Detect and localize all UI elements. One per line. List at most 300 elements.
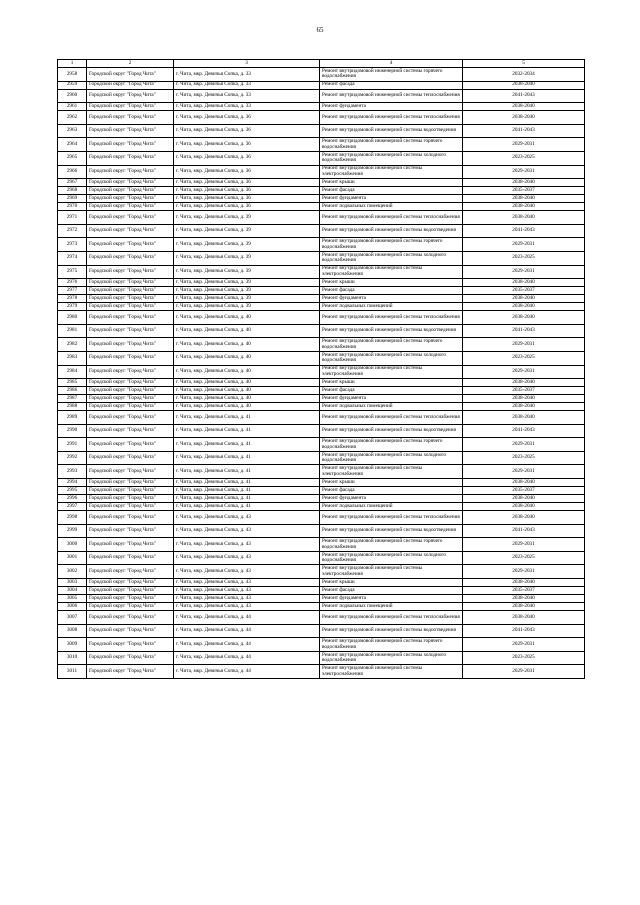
work-type-cell: Ремонт крыши bbox=[320, 379, 463, 387]
address-cell: г. Чита, мкр. Девичья Сопка, д. 36 bbox=[174, 165, 320, 179]
address-cell: г. Чита, мкр. Девичья Сопка, д. 43 bbox=[174, 551, 320, 565]
period-cell: 2038-2040 bbox=[463, 511, 585, 525]
work-type-cell: Ремонт крыши bbox=[320, 179, 463, 187]
table-row bbox=[58, 124, 585, 138]
table-row bbox=[58, 465, 585, 479]
address-cell: г. Чита, мкр. Девичья Сопка, д. 40 bbox=[174, 395, 320, 403]
column-header: 5 bbox=[463, 60, 585, 68]
municipality-cell: Городской округ "Город Чита" bbox=[87, 265, 174, 279]
address-cell: г. Чита, мкр. Девичья Сопка, д. 43 bbox=[174, 595, 320, 603]
municipality-cell: Городской округ "Город Чита" bbox=[87, 351, 174, 365]
period-cell: 2029-2031 bbox=[463, 238, 585, 252]
municipality-cell: Городской округ "Город Чита" bbox=[87, 324, 174, 338]
period-cell: 2029-2031 bbox=[463, 138, 585, 152]
row-number-cell: 2998 bbox=[58, 511, 87, 525]
municipality-cell: Городской округ "Город Чита" bbox=[87, 424, 174, 438]
row-number-cell: 2983 bbox=[58, 351, 87, 365]
address-cell: г. Чита, мкр. Девичья Сопка, д. 39 bbox=[174, 211, 320, 225]
table-row bbox=[58, 379, 585, 387]
municipality-cell: Городской округ "Город Чита" bbox=[87, 151, 174, 165]
row-number-cell: 3004 bbox=[58, 587, 87, 595]
row-number-cell: 3001 bbox=[58, 551, 87, 565]
page-number: 65 bbox=[316, 26, 324, 34]
work-type-cell: Ремонт внутридомовой инженерной системы горячего водоснабжения bbox=[320, 138, 463, 152]
municipality-cell: Городской округ "Город Чита" bbox=[87, 511, 174, 525]
row-number-cell: 2965 bbox=[58, 151, 87, 165]
work-type-cell: Ремонт внутридомовой инженерной системы водоотведения bbox=[320, 624, 463, 638]
municipality-cell: Городской округ "Город Чита" bbox=[87, 111, 174, 125]
table-row bbox=[58, 595, 585, 603]
row-number-cell: 2982 bbox=[58, 338, 87, 352]
address-cell: г. Чита, мкр. Девичья Сопка, д. 43 bbox=[174, 511, 320, 525]
work-type-cell: Ремонт внутридомовой инженерной системы электроснабжения bbox=[320, 365, 463, 379]
municipality-cell: Городской округ "Город Чита" bbox=[87, 638, 174, 652]
table-row bbox=[58, 224, 585, 238]
address-cell: г. Чита, мкр. Девичья Сопка, д. 36 bbox=[174, 187, 320, 195]
municipality-cell: Городской округ "Город Чита" bbox=[87, 538, 174, 552]
period-cell: 2038-2040 bbox=[463, 103, 585, 111]
work-type-cell: Ремонт внутридомовой инженерной системы водоотведения bbox=[320, 224, 463, 238]
table-row bbox=[58, 303, 585, 311]
municipality-cell: Городской округ "Город Чита" bbox=[87, 451, 174, 465]
address-cell: г. Чита, мкр. Девичья Сопка, д. 43 bbox=[174, 524, 320, 538]
row-number-cell: 2980 bbox=[58, 311, 87, 325]
row-number-cell: 3008 bbox=[58, 624, 87, 638]
period-cell: 2038-2040 bbox=[463, 395, 585, 403]
column-header: 2 bbox=[87, 60, 174, 68]
table-row bbox=[58, 487, 585, 495]
period-cell: 2038-2040 bbox=[463, 503, 585, 511]
municipality-cell: Городской округ "Город Чита" bbox=[87, 479, 174, 487]
address-cell: г. Чита, мкр. Девичья Сопка, д. 40 bbox=[174, 324, 320, 338]
period-cell: 2038-2040 bbox=[463, 81, 585, 89]
period-cell: 2041-2043 bbox=[463, 524, 585, 538]
table-row bbox=[58, 68, 585, 82]
period-cell: 2035-2037 bbox=[463, 287, 585, 295]
address-cell: г. Чита, мкр. Девичья Сопка, д. 41 bbox=[174, 424, 320, 438]
period-cell: 2038-2040 bbox=[463, 579, 585, 587]
table-row bbox=[58, 179, 585, 187]
work-type-cell: Ремонт внутридомовой инженерной системы электроснабжения bbox=[320, 565, 463, 579]
municipality-cell: Городской округ "Город Чита" bbox=[87, 465, 174, 479]
work-type-cell: Ремонт фундамента bbox=[320, 103, 463, 111]
municipality-cell: Городской округ "Город Чита" bbox=[87, 503, 174, 511]
period-cell: 2038-2040 bbox=[463, 603, 585, 611]
municipality-cell: Городской округ "Город Чита" bbox=[87, 595, 174, 603]
row-number-cell: 2970 bbox=[58, 203, 87, 211]
row-number-cell: 2977 bbox=[58, 287, 87, 295]
work-type-cell: Ремонт фундамента bbox=[320, 195, 463, 203]
table-row bbox=[58, 538, 585, 552]
address-cell: г. Чита, мкр. Девичья Сопка, д. 40 bbox=[174, 365, 320, 379]
table-row bbox=[58, 451, 585, 465]
work-type-cell: Ремонт внутридомовой инженерной системы холодного водоснабжения bbox=[320, 551, 463, 565]
work-type-cell: Ремонт крыши bbox=[320, 479, 463, 487]
work-type-cell: Ремонт фундамента bbox=[320, 595, 463, 603]
municipality-cell: Городской округ "Город Чита" bbox=[87, 579, 174, 587]
row-number-cell: 2978 bbox=[58, 295, 87, 303]
address-cell: г. Чита, мкр. Девичья Сопка, д. 43 bbox=[174, 538, 320, 552]
municipality-cell: Городской округ "Город Чита" bbox=[87, 203, 174, 211]
work-type-cell: Ремонт подвальных помещений bbox=[320, 603, 463, 611]
address-cell: г. Чита, мкр. Девичья Сопка, д. 43 bbox=[174, 565, 320, 579]
row-number-cell: 2959 bbox=[58, 81, 87, 89]
address-cell: г. Чита, мкр. Девичья Сопка, д. 43 bbox=[174, 579, 320, 587]
row-number-cell: 3011 bbox=[58, 665, 87, 679]
row-number-cell: 2992 bbox=[58, 451, 87, 465]
address-cell: г. Чита, мкр. Девичья Сопка, д. 43 bbox=[174, 587, 320, 595]
period-cell: 2023-2025 bbox=[463, 551, 585, 565]
municipality-cell: Городской округ "Город Чита" bbox=[87, 138, 174, 152]
row-number-cell: 2995 bbox=[58, 487, 87, 495]
period-cell: 2038-2040 bbox=[463, 211, 585, 225]
table-row bbox=[58, 165, 585, 179]
table-row bbox=[58, 89, 585, 103]
work-type-cell: Ремонт внутридомовой инженерной системы холодного водоснабжения bbox=[320, 151, 463, 165]
period-cell: 2035-2037 bbox=[463, 487, 585, 495]
row-number-cell: 2984 bbox=[58, 365, 87, 379]
period-cell: 2029-2031 bbox=[463, 665, 585, 679]
address-cell: г. Чита, мкр. Девичья Сопка, д. 41 bbox=[174, 451, 320, 465]
period-cell: 2035-2037 bbox=[463, 387, 585, 395]
work-type-cell: Ремонт внутридомовой инженерной системы водоотведения bbox=[320, 524, 463, 538]
row-number-cell: 2966 bbox=[58, 165, 87, 179]
row-number-cell: 2994 bbox=[58, 479, 87, 487]
address-cell: г. Чита, мкр. Девичья Сопка, д. 40 bbox=[174, 338, 320, 352]
table-row bbox=[58, 151, 585, 165]
work-type-cell: Ремонт внутридомовой инженерной системы горячего водоснабжения bbox=[320, 438, 463, 452]
address-cell: г. Чита, мкр. Девичья Сопка, д. 41 bbox=[174, 438, 320, 452]
row-number-cell: 2989 bbox=[58, 411, 87, 425]
period-cell: 2032-2034 bbox=[463, 68, 585, 82]
work-type-cell: Ремонт подвальных помещений bbox=[320, 203, 463, 211]
municipality-cell: Городской округ "Город Чита" bbox=[87, 338, 174, 352]
row-number-cell: 2999 bbox=[58, 524, 87, 538]
address-cell: г. Чита, мкр. Девичья Сопка, д. 41 bbox=[174, 503, 320, 511]
address-cell: г. Чита, мкр. Девичья Сопка, д. 39 bbox=[174, 287, 320, 295]
work-type-cell: Ремонт внутридомовой инженерной системы теплоснабжения bbox=[320, 89, 463, 103]
table-row bbox=[58, 187, 585, 195]
period-cell: 2038-2040 bbox=[463, 311, 585, 325]
address-cell: г. Чита, мкр. Девичья Сопка, д. 44 bbox=[174, 665, 320, 679]
municipality-cell: Городской округ "Город Чита" bbox=[87, 487, 174, 495]
table-row bbox=[58, 651, 585, 665]
municipality-cell: Городской округ "Город Чита" bbox=[87, 387, 174, 395]
period-cell: 2038-2040 bbox=[463, 279, 585, 287]
address-cell: г. Чита, мкр. Девичья Сопка, д. 44 bbox=[174, 624, 320, 638]
municipality-cell: Городской округ "Город Чита" bbox=[87, 603, 174, 611]
period-cell: 2029-2031 bbox=[463, 538, 585, 552]
address-cell: г. Чита, мкр. Девичья Сопка, д. 40 bbox=[174, 311, 320, 325]
work-type-cell: Ремонт внутридомовой инженерной системы горячего водоснабжения bbox=[320, 238, 463, 252]
address-cell: г. Чита, мкр. Девичья Сопка, д. 33 bbox=[174, 103, 320, 111]
municipality-cell: Городской округ "Город Чита" bbox=[87, 311, 174, 325]
municipality-cell: Городской округ "Город Чита" bbox=[87, 287, 174, 295]
municipality-cell: Городской округ "Город Чита" bbox=[87, 524, 174, 538]
period-cell: 2035-2037 bbox=[463, 587, 585, 595]
table-row bbox=[58, 238, 585, 252]
work-type-cell: Ремонт фасада bbox=[320, 387, 463, 395]
address-cell: г. Чита, мкр. Девичья Сопка, д. 40 bbox=[174, 351, 320, 365]
address-cell: г. Чита, мкр. Девичья Сопка, д. 36 bbox=[174, 111, 320, 125]
municipality-cell: Городской округ "Город Чита" bbox=[87, 279, 174, 287]
address-cell: г. Чита, мкр. Девичья Сопка, д. 41 bbox=[174, 465, 320, 479]
row-number-cell: 2969 bbox=[58, 195, 87, 203]
table-header-row bbox=[58, 60, 585, 68]
table-row bbox=[58, 638, 585, 652]
row-number-cell: 2968 bbox=[58, 187, 87, 195]
address-cell: г. Чита, мкр. Девичья Сопка, д. 39 bbox=[174, 279, 320, 287]
address-cell: г. Чита, мкр. Девичья Сопка, д. 40 bbox=[174, 387, 320, 395]
address-cell: г. Чита, мкр. Девичья Сопка, д. 39 bbox=[174, 303, 320, 311]
municipality-cell: Городской округ "Город Чита" bbox=[87, 438, 174, 452]
address-cell: г. Чита, мкр. Девичья Сопка, д. 39 bbox=[174, 238, 320, 252]
work-type-cell: Ремонт внутридомовой инженерной системы холодного водоснабжения bbox=[320, 451, 463, 465]
table-row bbox=[58, 479, 585, 487]
table-row bbox=[58, 351, 585, 365]
row-number-cell: 2986 bbox=[58, 387, 87, 395]
municipality-cell: Городской округ "Город Чита" bbox=[87, 165, 174, 179]
work-type-cell: Ремонт фасада bbox=[320, 187, 463, 195]
address-cell: г. Чита, мкр. Девичья Сопка, д. 39 bbox=[174, 295, 320, 303]
work-type-cell: Ремонт внутридомовой инженерной системы теплоснабжения bbox=[320, 111, 463, 125]
row-number-cell: 2963 bbox=[58, 124, 87, 138]
table-row bbox=[58, 579, 585, 587]
table-row bbox=[58, 338, 585, 352]
table-row bbox=[58, 138, 585, 152]
address-cell: г. Чита, мкр. Девичья Сопка, д. 41 bbox=[174, 487, 320, 495]
period-cell: 2041-2043 bbox=[463, 624, 585, 638]
table-row bbox=[58, 365, 585, 379]
period-cell: 2023-2025 bbox=[463, 351, 585, 365]
row-number-cell: 3006 bbox=[58, 603, 87, 611]
period-cell: 2029-2031 bbox=[463, 338, 585, 352]
work-type-cell: Ремонт фундамента bbox=[320, 295, 463, 303]
address-cell: г. Чита, мкр. Девичья Сопка, д. 33 bbox=[174, 81, 320, 89]
period-cell: 2029-2031 bbox=[463, 438, 585, 452]
address-cell: г. Чита, мкр. Девичья Сопка, д. 36 bbox=[174, 151, 320, 165]
table-row bbox=[58, 287, 585, 295]
work-type-cell: Ремонт внутридомовой инженерной системы теплоснабжения bbox=[320, 411, 463, 425]
work-type-cell: Ремонт внутридомовой инженерной системы водоотведения bbox=[320, 124, 463, 138]
table-row bbox=[58, 511, 585, 525]
address-cell: г. Чита, мкр. Девичья Сопка, д. 36 bbox=[174, 195, 320, 203]
address-cell: г. Чита, мкр. Девичья Сопка, д. 39 bbox=[174, 265, 320, 279]
row-number-cell: 2988 bbox=[58, 403, 87, 411]
work-type-cell: Ремонт фундамента bbox=[320, 495, 463, 503]
table-row bbox=[58, 665, 585, 679]
table-row bbox=[58, 279, 585, 287]
period-cell: 2041-2043 bbox=[463, 124, 585, 138]
table-row bbox=[58, 403, 585, 411]
work-type-cell: Ремонт внутридомовой инженерной системы холодного водоснабжения bbox=[320, 351, 463, 365]
period-cell: 2023-2025 bbox=[463, 651, 585, 665]
row-number-cell: 3010 bbox=[58, 651, 87, 665]
period-cell: 2038-2040 bbox=[463, 595, 585, 603]
row-number-cell: 2981 bbox=[58, 324, 87, 338]
municipality-cell: Городской округ "Город Чита" bbox=[87, 624, 174, 638]
table-row bbox=[58, 587, 585, 595]
row-number-cell: 2985 bbox=[58, 379, 87, 387]
work-type-cell: Ремонт фасада bbox=[320, 287, 463, 295]
table-row bbox=[58, 81, 585, 89]
work-type-cell: Ремонт подвальных помещений bbox=[320, 503, 463, 511]
address-cell: г. Чита, мкр. Девичья Сопка, д. 36 bbox=[174, 138, 320, 152]
address-cell: г. Чита, мкр. Девичья Сопка, д. 39 bbox=[174, 251, 320, 265]
period-cell: 2038-2040 bbox=[463, 379, 585, 387]
municipality-cell: Городской округ "Город Чита" bbox=[87, 495, 174, 503]
address-cell: г. Чита, мкр. Девичья Сопка, д. 43 bbox=[174, 603, 320, 611]
table-row bbox=[58, 551, 585, 565]
row-number-cell: 3007 bbox=[58, 611, 87, 625]
period-cell: 2038-2040 bbox=[463, 195, 585, 203]
work-type-cell: Ремонт внутридомовой инженерной системы теплоснабжения bbox=[320, 611, 463, 625]
work-type-cell: Ремонт подвальных помещений bbox=[320, 403, 463, 411]
period-cell: 2023-2025 bbox=[463, 151, 585, 165]
municipality-cell: Городской округ "Город Чита" bbox=[87, 411, 174, 425]
work-type-cell: Ремонт внутридомовой инженерной системы электроснабжения bbox=[320, 665, 463, 679]
municipality-cell: Городской округ "Город Чита" bbox=[87, 187, 174, 195]
row-number-cell: 2979 bbox=[58, 303, 87, 311]
work-type-cell: Ремонт крыши bbox=[320, 279, 463, 287]
address-cell: г. Чита, мкр. Девичья Сопка, д. 41 bbox=[174, 495, 320, 503]
period-cell: 2038-2040 bbox=[463, 611, 585, 625]
row-number-cell: 2967 bbox=[58, 179, 87, 187]
column-header: 3 bbox=[174, 60, 320, 68]
work-type-cell: Ремонт фундамента bbox=[320, 395, 463, 403]
table-row bbox=[58, 111, 585, 125]
period-cell: 2038-2040 bbox=[463, 303, 585, 311]
address-cell: г. Чита, мкр. Девичья Сопка, д. 39 bbox=[174, 224, 320, 238]
work-type-cell: Ремонт внутридомовой инженерной системы электроснабжения bbox=[320, 165, 463, 179]
period-cell: 2038-2040 bbox=[463, 179, 585, 187]
row-number-cell: 2971 bbox=[58, 211, 87, 225]
municipality-cell: Городской округ "Город Чита" bbox=[87, 179, 174, 187]
address-cell: г. Чита, мкр. Девичья Сопка, д. 44 bbox=[174, 611, 320, 625]
municipality-cell: Городской округ "Город Чита" bbox=[87, 251, 174, 265]
period-cell: 2038-2040 bbox=[463, 295, 585, 303]
row-number-cell: 2958 bbox=[58, 68, 87, 82]
row-number-cell: 2996 bbox=[58, 495, 87, 503]
table-row bbox=[58, 311, 585, 325]
table-row bbox=[58, 624, 585, 638]
period-cell: 2035-2037 bbox=[463, 187, 585, 195]
table-row bbox=[58, 603, 585, 611]
table-row bbox=[58, 211, 585, 225]
column-header: 4 bbox=[320, 60, 463, 68]
row-number-cell: 3003 bbox=[58, 579, 87, 587]
municipality-cell: Городской округ "Город Чита" bbox=[87, 81, 174, 89]
period-cell: 2038-2040 bbox=[463, 111, 585, 125]
work-type-cell: Ремонт внутридомовой инженерной системы горячего водоснабжения bbox=[320, 638, 463, 652]
address-cell: г. Чита, мкр. Девичья Сопка, д. 33 bbox=[174, 89, 320, 103]
address-cell: г. Чита, мкр. Девичья Сопка, д. 41 bbox=[174, 411, 320, 425]
address-cell: г. Чита, мкр. Девичья Сопка, д. 44 bbox=[174, 638, 320, 652]
table-row bbox=[58, 203, 585, 211]
row-number-cell: 2976 bbox=[58, 279, 87, 287]
period-cell: 2038-2040 bbox=[463, 479, 585, 487]
work-type-cell: Ремонт подвальных помещений bbox=[320, 303, 463, 311]
work-type-cell: Ремонт внутридомовой инженерной системы холодного водоснабжения bbox=[320, 651, 463, 665]
address-cell: г. Чита, мкр. Девичья Сопка, д. 36 bbox=[174, 124, 320, 138]
municipality-cell: Городской округ "Город Чита" bbox=[87, 103, 174, 111]
work-type-cell: Ремонт внутридомовой инженерной системы теплоснабжения bbox=[320, 311, 463, 325]
address-cell: г. Чита, мкр. Девичья Сопка, д. 33 bbox=[174, 68, 320, 82]
municipality-cell: Городской округ "Город Чита" bbox=[87, 395, 174, 403]
table-row bbox=[58, 503, 585, 511]
period-cell: 2041-2043 bbox=[463, 424, 585, 438]
period-cell: 2029-2031 bbox=[463, 165, 585, 179]
work-type-cell: Ремонт внутридомовой инженерной системы горячего водоснабжения bbox=[320, 68, 463, 82]
work-type-cell: Ремонт внутридомовой инженерной системы водоотведения bbox=[320, 324, 463, 338]
municipality-cell: Городской округ "Город Чита" bbox=[87, 238, 174, 252]
work-type-cell: Ремонт внутридомовой инженерной системы теплоснабжения bbox=[320, 511, 463, 525]
municipality-cell: Городской округ "Город Чита" bbox=[87, 403, 174, 411]
period-cell: 2029-2031 bbox=[463, 265, 585, 279]
row-number-cell: 2990 bbox=[58, 424, 87, 438]
period-cell: 2041-2043 bbox=[463, 324, 585, 338]
address-cell: г. Чита, мкр. Девичья Сопка, д. 40 bbox=[174, 403, 320, 411]
row-number-cell: 2991 bbox=[58, 438, 87, 452]
table-body bbox=[58, 68, 585, 679]
municipality-cell: Городской округ "Город Чита" bbox=[87, 295, 174, 303]
municipality-cell: Городской округ "Город Чита" bbox=[87, 551, 174, 565]
period-cell: 2023-2025 bbox=[463, 451, 585, 465]
work-type-cell: Ремонт фасада bbox=[320, 587, 463, 595]
table-row bbox=[58, 265, 585, 279]
municipality-cell: Городской округ "Город Чита" bbox=[87, 124, 174, 138]
period-cell: 2023-2025 bbox=[463, 251, 585, 265]
period-cell: 2038-2040 bbox=[463, 403, 585, 411]
municipality-cell: Городской округ "Город Чита" bbox=[87, 651, 174, 665]
address-cell: г. Чита, мкр. Девичья Сопка, д. 36 bbox=[174, 179, 320, 187]
period-cell: 2029-2031 bbox=[463, 465, 585, 479]
row-number-cell: 3005 bbox=[58, 595, 87, 603]
address-cell: г. Чита, мкр. Девичья Сопка, д. 36 bbox=[174, 203, 320, 211]
period-cell: 2029-2031 bbox=[463, 638, 585, 652]
table-row bbox=[58, 324, 585, 338]
row-number-cell: 2961 bbox=[58, 103, 87, 111]
work-type-cell: Ремонт внутридомовой инженерной системы горячего водоснабжения bbox=[320, 538, 463, 552]
period-cell: 2029-2031 bbox=[463, 365, 585, 379]
municipality-cell: Городской округ "Город Чита" bbox=[87, 68, 174, 82]
table-row bbox=[58, 524, 585, 538]
municipality-cell: Городской округ "Город Чита" bbox=[87, 611, 174, 625]
repair-schedule-table bbox=[57, 59, 585, 679]
table-row bbox=[58, 424, 585, 438]
period-cell: 2041-2043 bbox=[463, 89, 585, 103]
municipality-cell: Городской округ "Город Чита" bbox=[87, 665, 174, 679]
work-type-cell: Ремонт внутридомовой инженерной системы горячего водоснабжения bbox=[320, 338, 463, 352]
row-number-cell: 2962 bbox=[58, 111, 87, 125]
work-type-cell: Ремонт внутридомовой инженерной системы электроснабжения bbox=[320, 465, 463, 479]
row-number-cell: 2973 bbox=[58, 238, 87, 252]
address-cell: г. Чита, мкр. Девичья Сопка, д. 41 bbox=[174, 479, 320, 487]
municipality-cell: Городской округ "Город Чита" bbox=[87, 89, 174, 103]
municipality-cell: Городской округ "Город Чита" bbox=[87, 365, 174, 379]
table-row bbox=[58, 495, 585, 503]
municipality-cell: Городской округ "Город Чита" bbox=[87, 303, 174, 311]
table-row bbox=[58, 387, 585, 395]
municipality-cell: Городской округ "Город Чита" bbox=[87, 565, 174, 579]
table-row bbox=[58, 565, 585, 579]
municipality-cell: Городской округ "Город Чита" bbox=[87, 587, 174, 595]
period-cell: 2029-2031 bbox=[463, 565, 585, 579]
table-row bbox=[58, 411, 585, 425]
period-cell: 2038-2040 bbox=[463, 203, 585, 211]
table-row bbox=[58, 438, 585, 452]
period-cell: 2038-2040 bbox=[463, 495, 585, 503]
